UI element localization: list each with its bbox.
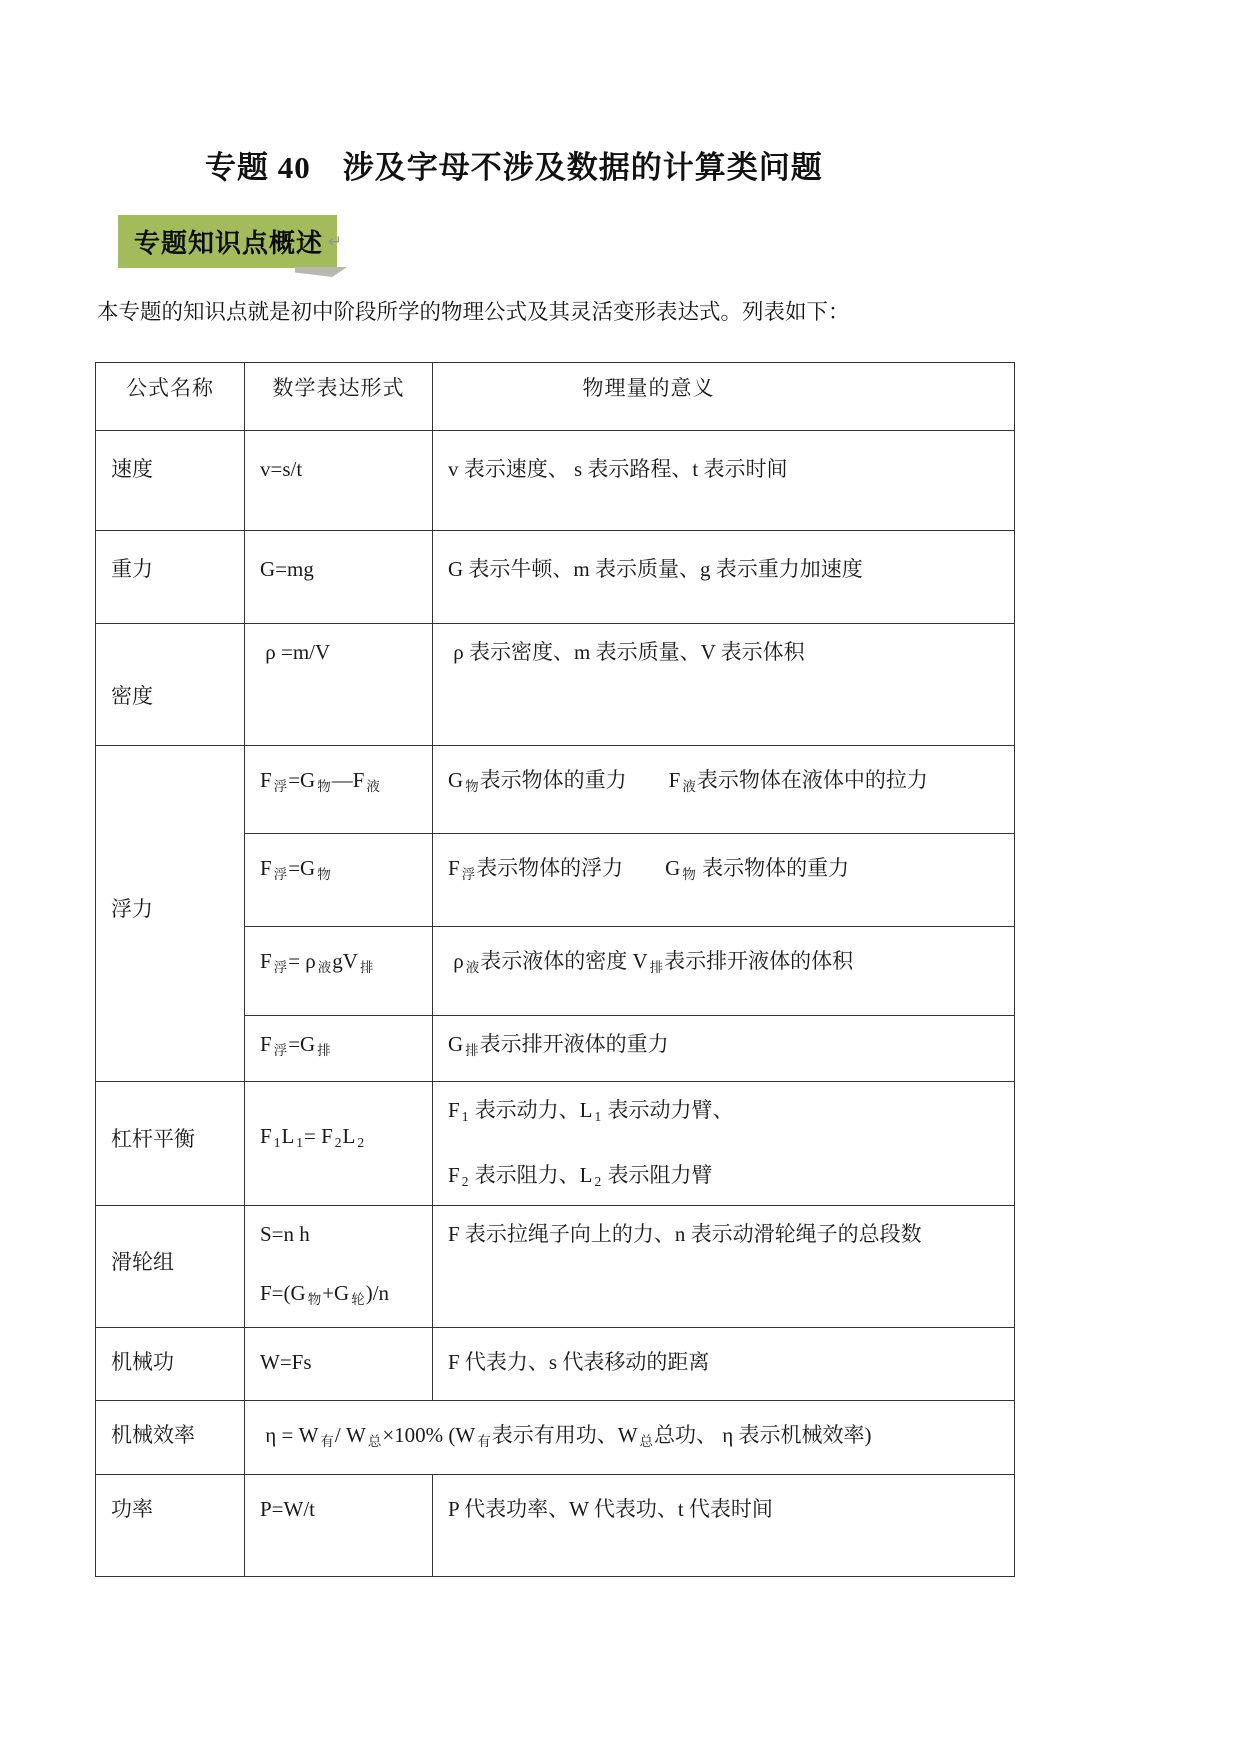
section-badge-label: 专题知识点概述 bbox=[134, 228, 324, 258]
text-line: G 表示牛顿、m 表示质量、g 表示重力加速度 bbox=[448, 557, 863, 581]
mechanical-work-meaning bbox=[433, 1328, 1015, 1401]
table-row-mechanical-work bbox=[96, 1328, 1015, 1401]
text-line: S=n h bbox=[260, 1222, 310, 1246]
text-line: F 表示拉绳子向上的力、n 表示动滑轮绳子的总段数 bbox=[448, 1222, 922, 1246]
table-row-buoyancy-1 bbox=[96, 746, 1015, 834]
buoyancy-meaning-3 bbox=[433, 927, 1015, 1016]
page-title: 专题 40 涉及字母不涉及数据的计算类问题 bbox=[205, 150, 823, 185]
text-line: F浮表示物体的浮力 G 物 表示物体的重力 bbox=[448, 856, 850, 882]
text-line: ρ液表示液体的密度 V 排表示排开液体的体积 bbox=[448, 949, 854, 975]
mechanical-efficiency-formula-and-meaning bbox=[245, 1401, 1015, 1475]
gravity-meaning bbox=[433, 531, 1015, 624]
speed-name: 速度 bbox=[96, 431, 245, 531]
text-line: F=(G 物+G 轮)/n bbox=[260, 1281, 390, 1307]
text-line: P 代表功率、W 代表功、t 代表时间 bbox=[448, 1497, 773, 1521]
table-row-power bbox=[96, 1475, 1015, 1577]
text-line: F 1 表示动力、L 1 表示动力臂、 bbox=[448, 1098, 734, 1124]
power-meaning bbox=[433, 1475, 1015, 1577]
table-row-mechanical-efficiency bbox=[96, 1401, 1015, 1475]
table-row-pulley-group bbox=[96, 1206, 1015, 1328]
text-line: η = W 有/ W 总×100% (W 有表示有用功、W 总总功、 η 表示机械效率) bbox=[260, 1423, 872, 1449]
lever-balance-name: 杠杆平衡 bbox=[96, 1082, 245, 1206]
text-line: F浮=G 物 bbox=[260, 856, 331, 882]
table-row-lever-balance bbox=[96, 1082, 1015, 1206]
table-row-density bbox=[96, 624, 1015, 746]
text-line: F浮= ρ 液gV 排 bbox=[260, 949, 374, 975]
text-line: F浮=G 物—F 液 bbox=[260, 768, 380, 794]
density-name: 密度 bbox=[96, 624, 245, 746]
table-row-gravity bbox=[96, 531, 1015, 624]
text-line: F 2 表示阻力、L 2 表示阻力臂 bbox=[448, 1163, 713, 1189]
power-formula bbox=[245, 1475, 433, 1577]
text-line: G=mg bbox=[260, 557, 314, 581]
return-mark-icon: ↵ bbox=[328, 231, 343, 252]
pulley-group-meaning bbox=[433, 1206, 1015, 1328]
col-header-expression: 数学表达形式 bbox=[245, 363, 433, 431]
text-line: W=Fs bbox=[260, 1350, 312, 1374]
text-line: G排表示排开液体的重力 bbox=[448, 1032, 669, 1058]
text-line: v=s/t bbox=[260, 457, 303, 481]
buoyancy-formula-2 bbox=[245, 834, 433, 927]
density-formula bbox=[245, 624, 433, 746]
col-header-meaning: 物理量的意义 bbox=[433, 363, 1015, 431]
table-row-speed bbox=[96, 431, 1015, 531]
text-line: G物表示物体的重力 F 液表示物体在液体中的拉力 bbox=[448, 768, 928, 794]
gravity-name: 重力 bbox=[96, 531, 245, 624]
gravity-formula bbox=[245, 531, 433, 624]
lever-balance-meaning bbox=[433, 1082, 1015, 1206]
text-line: ρ =m/V bbox=[260, 640, 331, 664]
intro-paragraph: 本专题的知识点就是初中阶段所学的物理公式及其灵活变形表达式。列表如下： bbox=[97, 300, 850, 324]
buoyancy-meaning-2 bbox=[433, 834, 1015, 927]
power-name: 功率 bbox=[96, 1475, 245, 1577]
density-meaning bbox=[433, 624, 1015, 746]
speed-meaning bbox=[433, 431, 1015, 531]
col-header-formula-name: 公式名称 bbox=[96, 363, 245, 431]
text-line: F浮=G 排 bbox=[260, 1032, 331, 1058]
text-line: v 表示速度、 s 表示路程、t 表示时间 bbox=[448, 457, 788, 481]
pulley-group-name: 滑轮组 bbox=[96, 1206, 245, 1328]
text-line: ρ 表示密度、m 表示质量、V 表示体积 bbox=[448, 640, 805, 664]
table-header-row bbox=[96, 363, 1015, 431]
text-line: P=W/t bbox=[260, 1497, 316, 1521]
section-badge bbox=[118, 215, 343, 268]
buoyancy-formula-3 bbox=[245, 927, 433, 1016]
lever-balance-formula bbox=[245, 1082, 433, 1206]
speed-formula bbox=[245, 431, 433, 531]
mechanical-work-name: 机械功 bbox=[96, 1328, 245, 1401]
buoyancy-meaning-1 bbox=[433, 746, 1015, 834]
buoyancy-formula-1 bbox=[245, 746, 433, 834]
text-line: F 1L 1= F 2L 2 bbox=[260, 1124, 365, 1150]
mechanical-work-formula bbox=[245, 1328, 433, 1401]
buoyancy-meaning-4 bbox=[433, 1016, 1015, 1082]
buoyancy-name: 浮力 bbox=[96, 746, 245, 1082]
text-line: F 代表力、s 代表移动的距离 bbox=[448, 1350, 710, 1374]
mechanical-efficiency-name: 机械效率 bbox=[96, 1401, 245, 1475]
buoyancy-formula-4 bbox=[245, 1016, 433, 1082]
pulley-group-formula bbox=[245, 1206, 433, 1328]
formula-table bbox=[95, 362, 1015, 1577]
